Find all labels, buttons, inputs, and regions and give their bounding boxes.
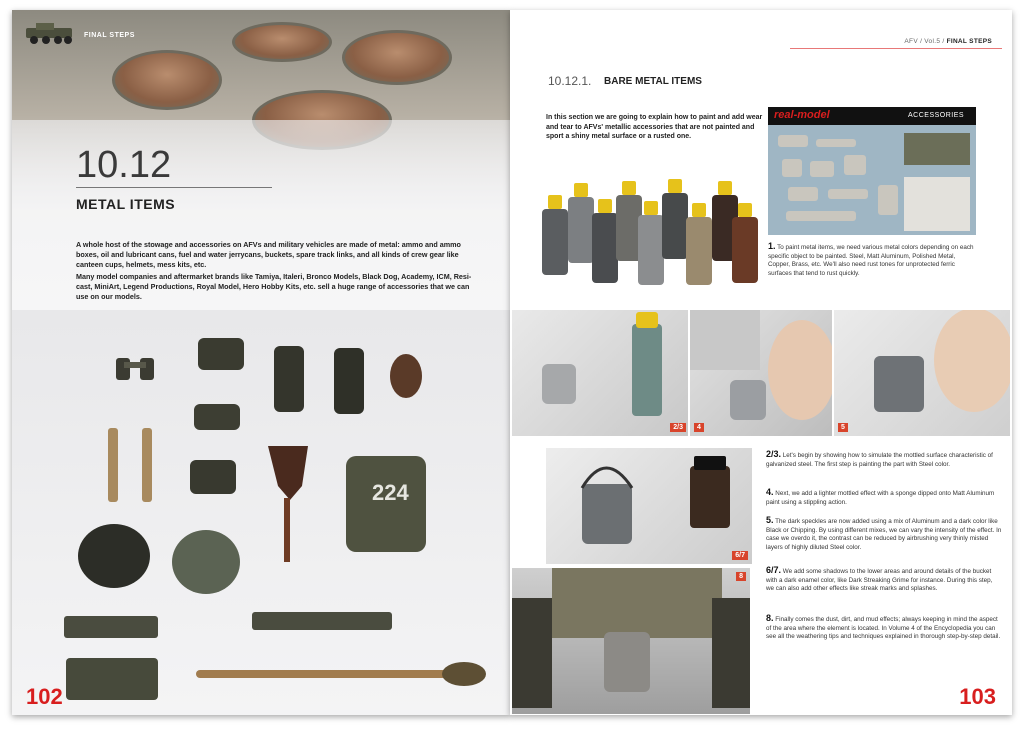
track-link-item — [252, 612, 392, 630]
step-badge: 4 — [694, 423, 704, 432]
paint-bottles-photo — [534, 175, 764, 290]
step-4-photo — [690, 310, 832, 436]
accessories-sprues — [768, 125, 976, 235]
step-badge: 8 — [736, 572, 746, 581]
step-8-text — [766, 614, 1002, 642]
intro-paragraph: Many model companies and aftermarket brands like Tamiya, Italeri, Bronco Models, Black Dog, Academy, ICM, Resi-cast, MiniArt, Legend Productions, Royal Model, Hero Hobby Kits, etc. sell a huge range of accessories that we can use on our models. — [76, 272, 472, 301]
drum-lid — [112, 50, 222, 110]
step-5-illustration — [834, 310, 1010, 436]
step-number: 1. — [768, 241, 776, 251]
metal-items-photo — [12, 310, 510, 715]
left-page — [12, 10, 510, 715]
running-head-rule — [790, 48, 1002, 49]
right-page — [510, 10, 1012, 715]
drum-lid — [342, 30, 452, 85]
step-badge: 2/3 — [670, 423, 686, 432]
panzerfaust-item — [196, 670, 456, 678]
items-illustration — [12, 310, 510, 715]
step-1-text — [768, 242, 978, 278]
page-number-left: 102 — [26, 684, 63, 709]
shovel-item — [268, 446, 308, 500]
helmet-item — [78, 524, 150, 588]
step-6-7-text — [766, 566, 1002, 594]
step-body: Let's begin by showing how to simulate the mottled surface characteristic of galvanized steel. The first step is painting the part with Steel color. — [766, 452, 993, 468]
binoculars-item — [116, 358, 154, 380]
running-head — [904, 38, 992, 45]
section-number: 10.12 — [76, 144, 172, 186]
can-number-label: 224 — [372, 480, 409, 505]
header-tag: FINAL STEPS — [84, 32, 135, 39]
step-6-7-illustration — [546, 448, 752, 564]
canister-item — [274, 346, 304, 412]
step-badge: 5 — [838, 423, 848, 432]
step-4-illustration — [690, 310, 832, 436]
step-badge: 6/7 — [732, 551, 748, 560]
vehicle-thumbnail-icon — [20, 20, 80, 46]
subsection-title: BARE METAL ITEMS — [604, 76, 702, 87]
section-rule — [76, 187, 272, 188]
step-body: The dark speckles are now added using a mix of Aluminum and a dark color like Black or Chipping. By using different mixes, we can vary the intensity of the effect. In case we overdo it, the contrast can be reduced by airbrushing very thinly misted layers of highly diluted Steel color. — [766, 518, 1002, 551]
running-head-section: FINAL STEPS — [946, 38, 992, 45]
step-8-photo — [512, 568, 750, 714]
page-number-right: 103 — [959, 684, 996, 709]
mess-kit-item — [194, 404, 240, 430]
stick-grenade-item — [108, 428, 118, 502]
step-body: We add some shadows to the lower areas and around details of the bucket with a dark enamel color, like Dark Streaking Grime for instance. During this step, we can also add other effects like streak marks and splashes. — [766, 568, 993, 593]
canister-item — [334, 348, 364, 414]
step-2-3-text — [766, 450, 1002, 469]
subsection-intro: In this section we are going to explain how to paint and add wear and tear to AFVs' metallic accessories that are not painted and sport a shiny metal surface or a rusted one. — [546, 114, 763, 140]
accessories-photo — [768, 107, 976, 235]
step-5-photo — [834, 310, 1010, 436]
track-link-item — [64, 616, 158, 638]
step-number: 4. — [766, 487, 774, 497]
subsection-number: 10.12.1. — [548, 74, 592, 88]
step-body: To paint metal items, we need various metal colors depending on each specific object to be painted. Steel, Matt Aluminum, Polished Metal, Copper, Brass, etc. We'll also need rust tones for unprotected ferric surfaces that tend to rust quickly. — [768, 244, 974, 277]
mess-kit-item — [198, 338, 244, 370]
section-title: METAL ITEMS — [76, 196, 176, 212]
accessories-logo: real-model — [774, 109, 830, 121]
step-2-3-illustration — [512, 310, 688, 436]
step-number: 2/3. — [766, 449, 782, 459]
step-number: 5. — [766, 515, 774, 525]
mess-kit-item — [190, 460, 236, 494]
intro-paragraph: A whole host of the stowage and accessories on AFVs and military vehicles are made of metal: ammo and ammo boxes, oil and lubricant cans, fuel and water jerrycans, buckets, spare track links, and all kinds of crew gear like canteen cups, helmets, mess kits, etc. — [76, 240, 461, 269]
helmet-item — [172, 530, 240, 594]
intro-text — [76, 240, 476, 304]
step-4-text — [766, 488, 1002, 507]
step-8-illustration — [512, 568, 750, 714]
accessories-banner — [768, 107, 976, 125]
accessories-label: ACCESSORIES — [908, 112, 965, 119]
step-body: Finally comes the dust, dirt, and mud effects; always keeping in mind the aspect of the area where the element is located. In Volume 4 of the Encyclopedia you can see all the weathering tips and techniques explained in thorough step-by-step detail. — [766, 616, 1001, 641]
step-number: 8. — [766, 613, 774, 623]
step-2-3-photo — [512, 310, 688, 436]
grenade-item — [390, 354, 422, 398]
step-body: Next, we add a lighter mottled effect with a sponge dipped onto Matt Aluminum paint using a stippling action. — [766, 490, 995, 506]
stick-grenade-item — [142, 428, 152, 502]
drum-lid — [232, 22, 332, 62]
running-head-prefix: AFV / Vol.5 / — [904, 38, 945, 45]
step-5-text — [766, 516, 1002, 552]
step-number: 6/7. — [766, 565, 782, 575]
ammo-box-item — [66, 658, 158, 700]
step-6-7-photo — [546, 448, 752, 564]
